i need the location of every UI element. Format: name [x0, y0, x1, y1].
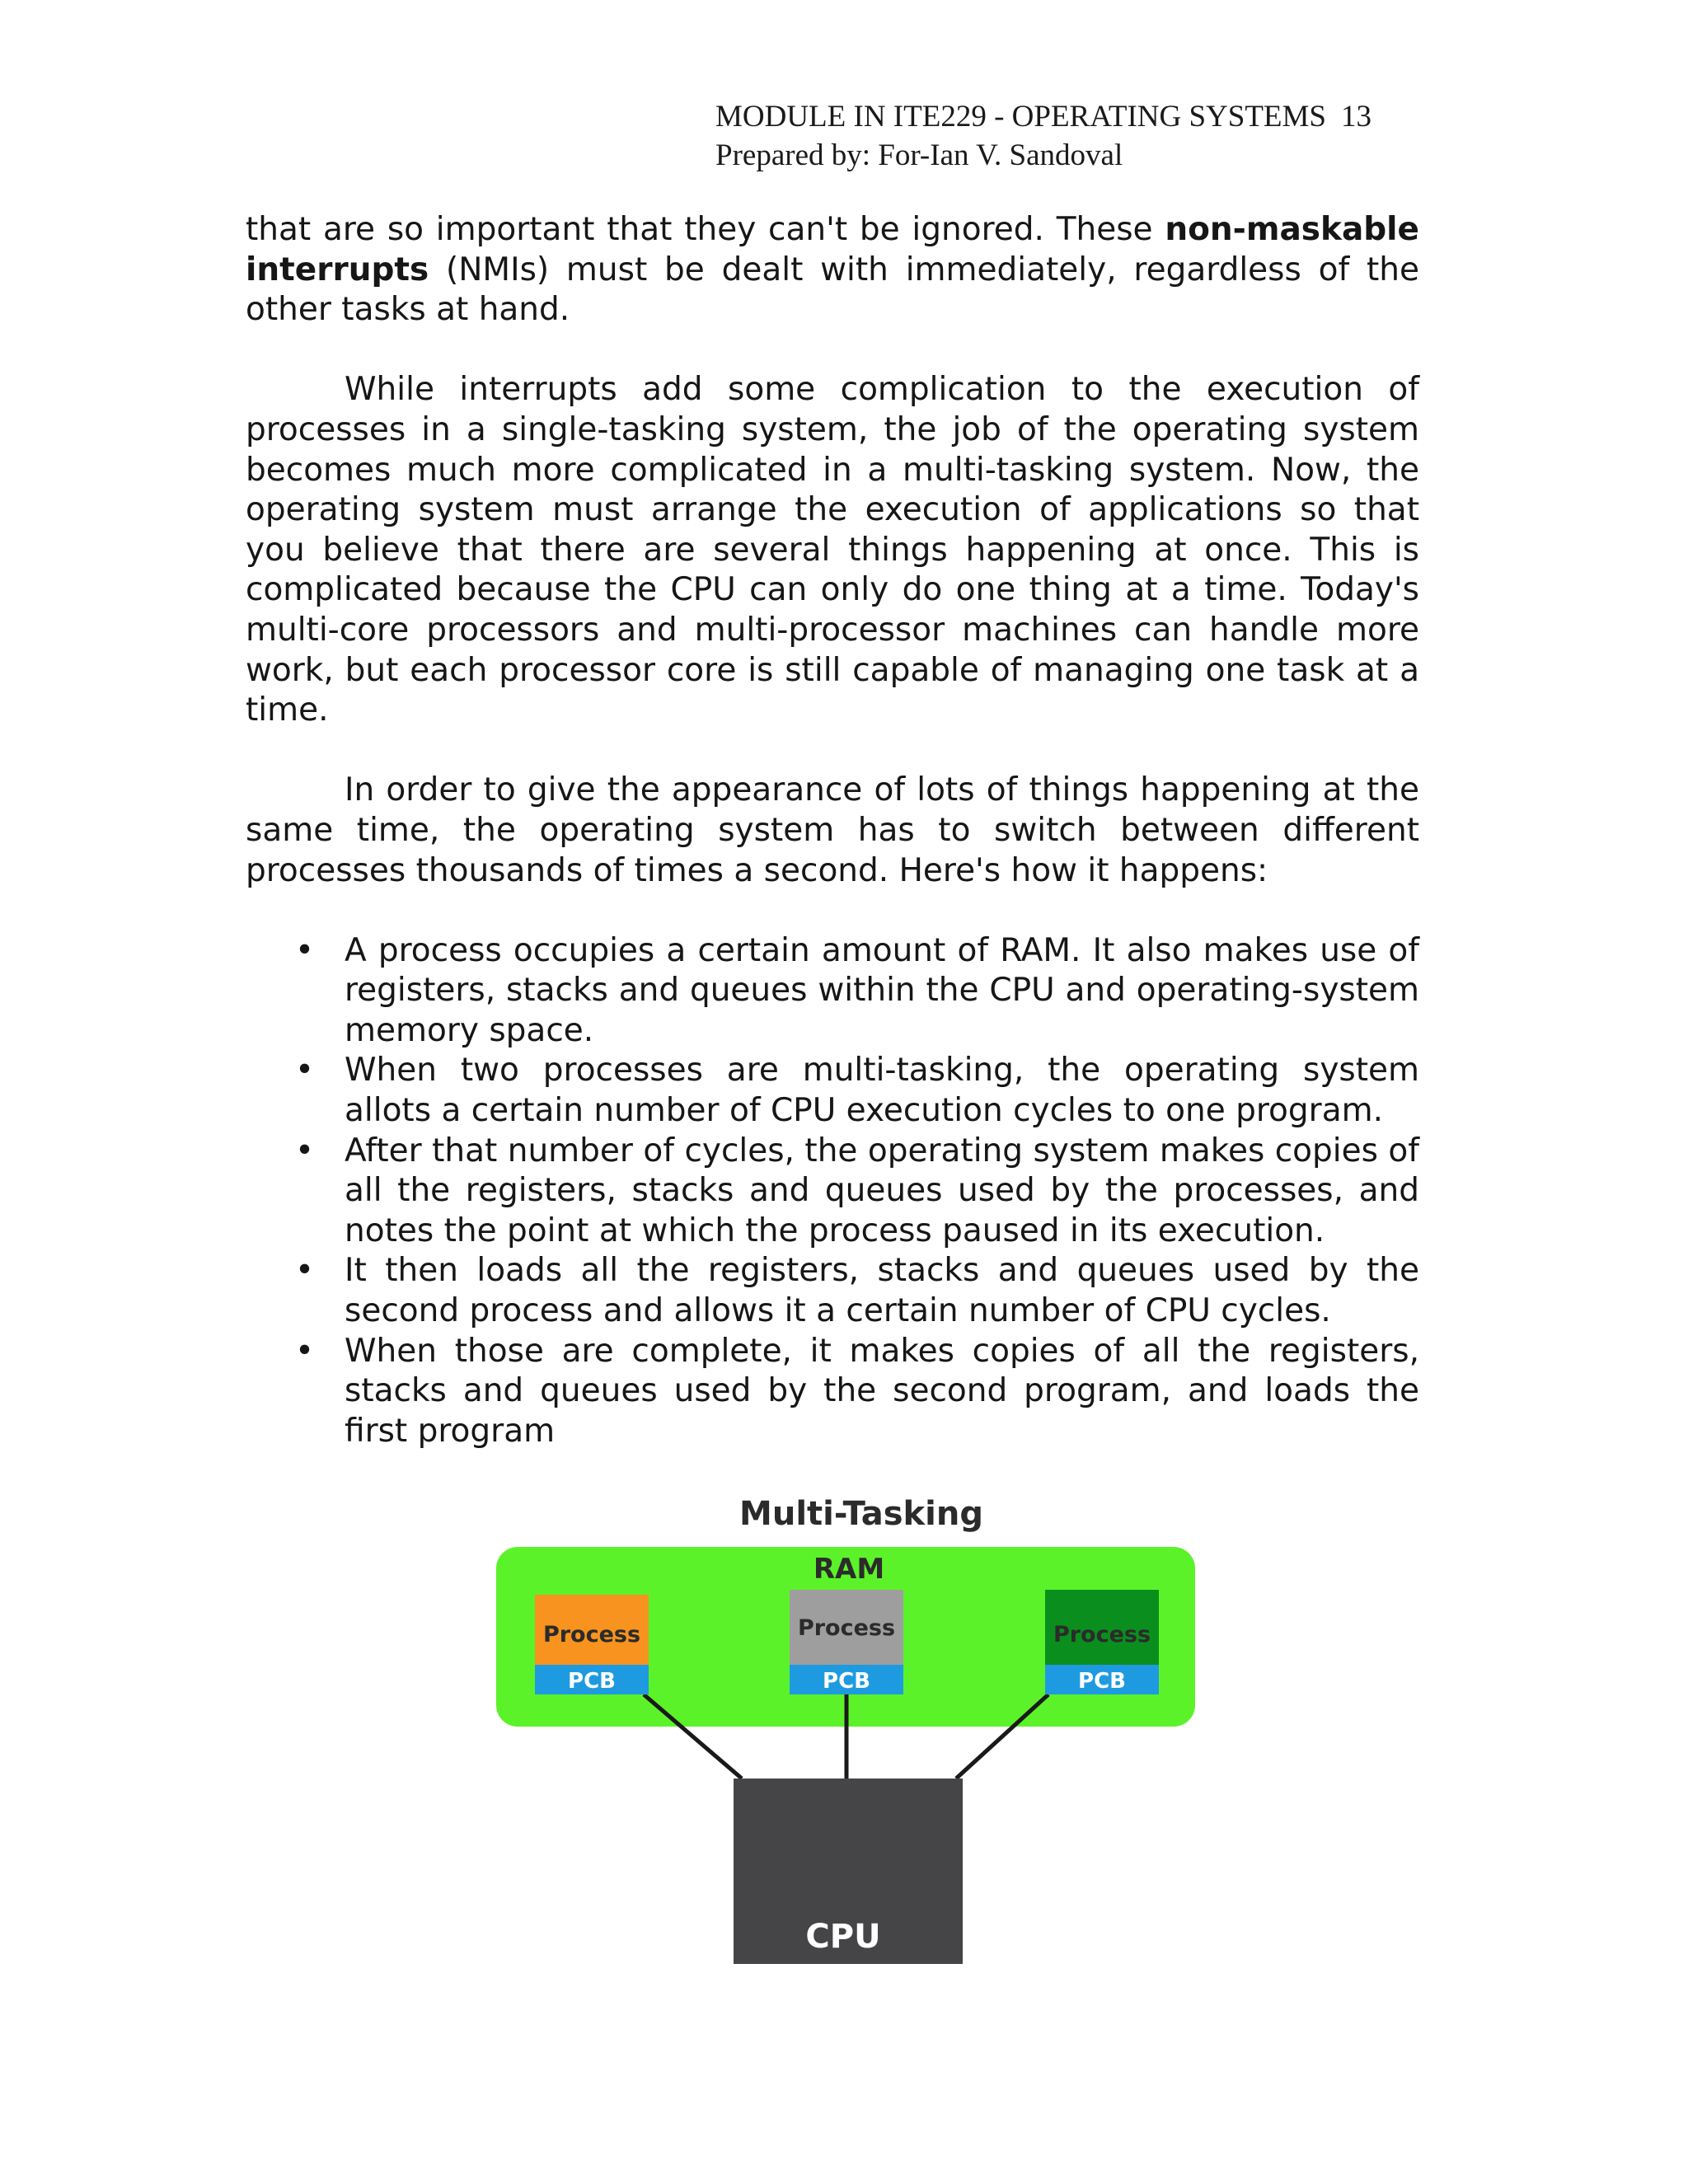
bullet-icon: •: [295, 931, 315, 969]
process-label-2: Process: [797, 1615, 896, 1641]
paragraph-nmi-end: (NMIs) must be dealt with immediately, regardless of the other tasks at hand.: [246, 251, 1419, 329]
bullet-icon: •: [295, 1252, 315, 1290]
header-line-1: [715, 97, 1424, 136]
prepared-by: Prepared by: For-Ian V. Sandoval: [715, 138, 1123, 172]
list-item-text: A process occupies a certain amount of RAM. It also makes use of registers, stacks and queues within the CPU and operating-system memory space.: [345, 931, 1419, 1049]
pcb-label-2: PCB: [823, 1669, 870, 1694]
cpu-label: CPU: [805, 1918, 881, 1956]
page-header: [715, 97, 1424, 175]
module-title: MODULE IN ITE229 - OPERATING SYSTEMS: [715, 100, 1327, 134]
ram-label: RAM: [813, 1553, 885, 1586]
process-block-1: [535, 1595, 649, 1694]
list-item-text: When two processes are multi-tasking, the operating system allots a certain number of CPU execution cycles to one program.: [345, 1052, 1419, 1130]
bullet-icon: •: [295, 1332, 315, 1370]
multitasking-diagram: [495, 1483, 1203, 1978]
pcb-label-3: PCB: [1078, 1669, 1126, 1694]
paragraph-switching: In order to give the appearance of lots of things happening at the same time, the operating system has to switch between different processes thousands of times a second. Here's how it happens:: [246, 771, 1419, 889]
list-item-text: It then loads all the registers, stacks and queues used by the second process and allows it a certain number of CPU cycles.: [345, 1252, 1419, 1330]
list-item: [246, 1132, 1419, 1252]
list-item-text: After that number of cycles, the operating system makes copies of all the registers, stacks and queues used by the processes, and notes the point at which the process paused in its execution.: [345, 1132, 1419, 1249]
list-item-text: When those are complete, it makes copies of all the registers, stacks and queues used by the second program, and loads the first program: [345, 1332, 1419, 1450]
bullet-icon: •: [295, 1052, 315, 1090]
process-block-2: [790, 1590, 903, 1694]
paragraph-multitasking: While interrupts add some complication to the execution of processes in a single-tasking system, the job of the operating system becomes much more complicated in a multi-tasking system. Now, the operating system must arrange the execution of applications so that you believe that there are several things happening at once. This is complicated because the CPU can only do one thing at a time. Today's multi-core processors and multi-processor machines can handle more work, but each processor core is still capable of managing one task at a time.: [246, 371, 1419, 729]
list-item: [246, 1051, 1419, 1131]
list-item: [246, 931, 1419, 1052]
process-block-3: [1045, 1590, 1159, 1694]
process-label-3: Process: [1053, 1622, 1151, 1647]
term-non-maskable-interrupts: non-maskable interrupts: [246, 211, 1419, 288]
page-number: 13: [1341, 100, 1372, 134]
list-item: [246, 1251, 1419, 1331]
bullet-icon: •: [295, 1132, 315, 1169]
pcb-label-1: PCB: [568, 1669, 616, 1694]
list-item: [246, 1332, 1419, 1452]
process-label-1: Process: [542, 1622, 641, 1647]
body-text: [246, 210, 1419, 1451]
paragraph-nmi-start: that are so important that they can't be ignored. These: [246, 211, 1165, 248]
paragraph-nmi: [246, 210, 1419, 330]
process-steps-list: [246, 931, 1419, 1452]
diagram-title: Multi-Tasking: [739, 1495, 983, 1533]
multitasking-diagram-svg: [495, 1483, 1203, 1978]
